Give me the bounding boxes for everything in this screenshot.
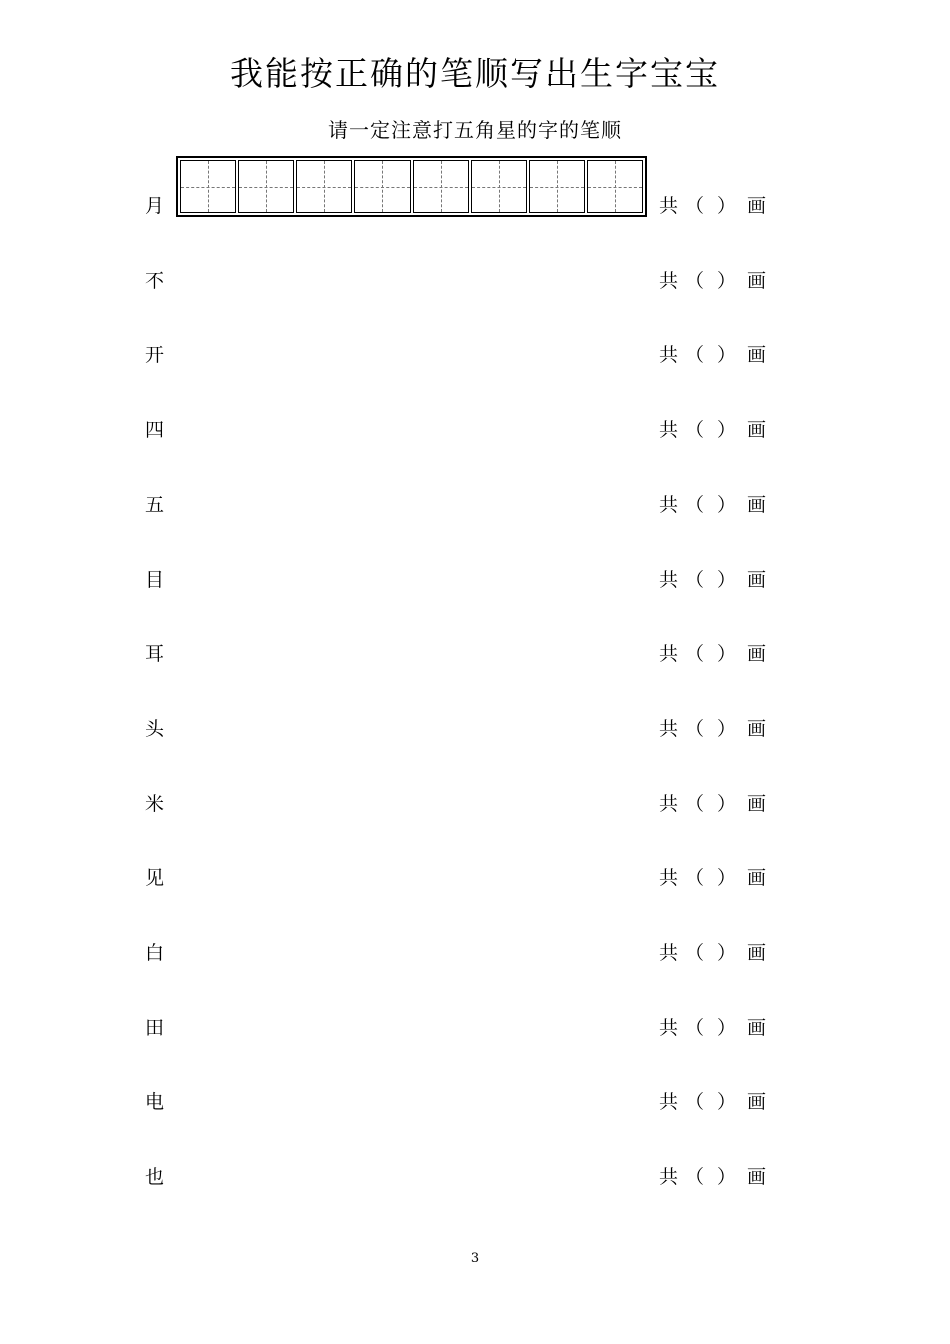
- stroke-count-field[interactable]: [659, 640, 771, 668]
- character-row: [0, 186, 950, 226]
- open-paren: （: [685, 419, 705, 442]
- close-paren: ）: [717, 195, 737, 217]
- practice-character: 电: [145, 1091, 165, 1114]
- stroke-count-prefix: 共: [659, 195, 679, 217]
- stroke-count-field[interactable]: [659, 790, 771, 818]
- practice-character: 月: [145, 195, 165, 217]
- character-row: [0, 709, 950, 749]
- stroke-count-prefix: 共: [659, 942, 679, 964]
- stroke-count-field[interactable]: [659, 341, 771, 369]
- stroke-count-field[interactable]: [659, 566, 771, 594]
- practice-character: 不: [145, 269, 165, 292]
- character-row: [0, 410, 950, 450]
- close-paren: ）: [717, 419, 737, 442]
- stroke-count-prefix: 共: [659, 1091, 679, 1114]
- stroke-count-suffix: 画: [747, 1016, 767, 1039]
- character-row: [0, 1157, 950, 1197]
- close-paren: ）: [717, 942, 737, 964]
- character-row: [0, 261, 950, 301]
- stroke-count-prefix: 共: [659, 792, 679, 815]
- practice-character: 见: [145, 867, 165, 890]
- stroke-count-suffix: 画: [747, 269, 767, 292]
- stroke-count-suffix: 画: [747, 792, 767, 815]
- open-paren: （: [685, 568, 705, 591]
- close-paren: ）: [717, 568, 737, 591]
- stroke-count-field[interactable]: [659, 715, 771, 743]
- practice-character: 田: [145, 1016, 165, 1039]
- practice-character: 白: [145, 942, 165, 964]
- stroke-count-suffix: 画: [747, 717, 767, 740]
- close-paren: ）: [717, 493, 737, 516]
- close-paren: ）: [717, 792, 737, 815]
- stroke-count-field[interactable]: [659, 1088, 771, 1116]
- stroke-count-prefix: 共: [659, 568, 679, 591]
- close-paren: ）: [717, 717, 737, 740]
- page-title: 我能按正确的笔顺写出生字宝宝: [230, 54, 720, 93]
- stroke-count-field[interactable]: [659, 864, 771, 892]
- practice-character: 目: [145, 568, 165, 591]
- stroke-count-suffix: 画: [747, 942, 767, 964]
- stroke-count-prefix: 共: [659, 269, 679, 292]
- practice-character: 也: [145, 1166, 165, 1189]
- stroke-count-field[interactable]: [659, 1014, 771, 1042]
- page-number: 3: [470, 1251, 480, 1266]
- character-row: [0, 634, 950, 674]
- character-row: [0, 560, 950, 600]
- close-paren: ）: [717, 344, 737, 367]
- character-row: [0, 1082, 950, 1122]
- character-row: [0, 858, 950, 898]
- open-paren: （: [685, 195, 705, 217]
- stroke-count-suffix: 画: [747, 419, 767, 442]
- stroke-count-suffix: 画: [747, 643, 767, 666]
- open-paren: （: [685, 1091, 705, 1114]
- page-subtitle: 请一定注意打五角星的字的笔顺: [328, 118, 622, 142]
- practice-character: 耳: [145, 643, 165, 666]
- stroke-count-field[interactable]: [659, 1163, 771, 1191]
- stroke-count-prefix: 共: [659, 493, 679, 516]
- open-paren: （: [685, 643, 705, 666]
- stroke-count-field[interactable]: [659, 192, 771, 220]
- stroke-count-suffix: 画: [747, 195, 767, 217]
- open-paren: （: [685, 269, 705, 292]
- stroke-count-suffix: 画: [747, 1166, 767, 1189]
- stroke-count-prefix: 共: [659, 344, 679, 367]
- practice-character: 五: [145, 493, 165, 516]
- practice-character: 米: [145, 792, 165, 815]
- stroke-count-field[interactable]: [659, 939, 771, 967]
- stroke-count-field[interactable]: [659, 491, 771, 519]
- open-paren: （: [685, 493, 705, 516]
- character-row: [0, 335, 950, 375]
- close-paren: ）: [717, 643, 737, 666]
- close-paren: ）: [717, 269, 737, 292]
- stroke-count-field[interactable]: [659, 267, 771, 295]
- stroke-count-suffix: 画: [747, 568, 767, 591]
- open-paren: （: [685, 1166, 705, 1189]
- close-paren: ）: [717, 1091, 737, 1114]
- open-paren: （: [685, 942, 705, 964]
- open-paren: （: [685, 1016, 705, 1039]
- stroke-count-suffix: 画: [747, 493, 767, 516]
- close-paren: ）: [717, 1166, 737, 1189]
- close-paren: ）: [717, 867, 737, 890]
- stroke-count-field[interactable]: [659, 416, 771, 444]
- open-paren: （: [685, 717, 705, 740]
- stroke-count-suffix: 画: [747, 344, 767, 367]
- character-row: [0, 784, 950, 824]
- stroke-count-prefix: 共: [659, 717, 679, 740]
- practice-character: 开: [145, 344, 165, 367]
- stroke-count-suffix: 画: [747, 867, 767, 890]
- stroke-count-prefix: 共: [659, 867, 679, 890]
- character-row: [0, 485, 950, 525]
- close-paren: ）: [717, 1016, 737, 1039]
- open-paren: （: [685, 867, 705, 890]
- character-row: [0, 1008, 950, 1048]
- open-paren: （: [685, 344, 705, 367]
- stroke-count-prefix: 共: [659, 419, 679, 442]
- character-row: [0, 933, 950, 973]
- stroke-count-prefix: 共: [659, 1016, 679, 1039]
- stroke-count-suffix: 画: [747, 1091, 767, 1114]
- stroke-count-prefix: 共: [659, 643, 679, 666]
- open-paren: （: [685, 792, 705, 815]
- practice-character: 头: [145, 717, 165, 740]
- stroke-count-prefix: 共: [659, 1166, 679, 1189]
- practice-character: 四: [145, 419, 165, 442]
